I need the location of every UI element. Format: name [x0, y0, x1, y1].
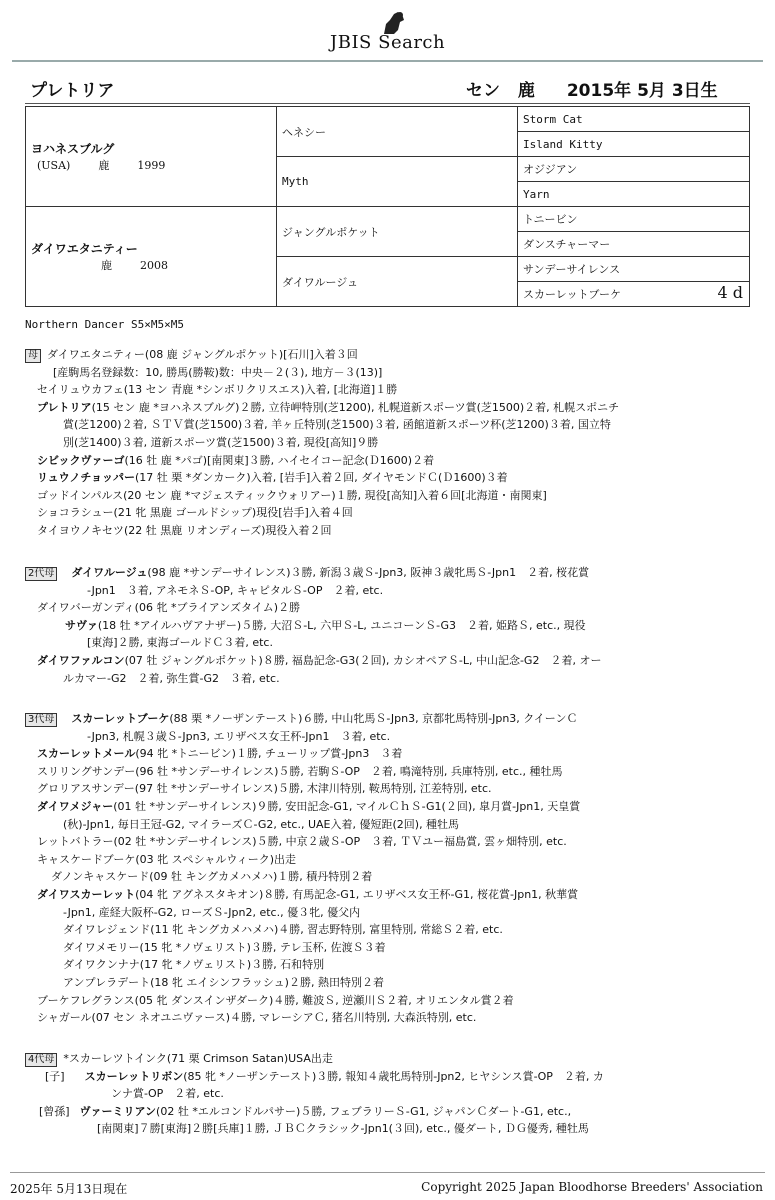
- horse-color: 鹿: [517, 81, 535, 101]
- footer-date: 2025年 5月13日現在: [10, 1182, 128, 1196]
- pedigree-ancestor[interactable]: Island Kitty: [518, 132, 750, 157]
- horse-link[interactable]: スカーレットリボン: [84, 1069, 184, 1083]
- second-dam-section: 2代母 ダイワルージュ(98 鹿 *サンデーサイレンス)３勝, 新潟３歳Ｓ-Jpn3, 阪神３歳牝馬Ｓ-Jpn1 ２着, 桜花賞 -Jpn1 ３着, アネモネＳ-OP, キャピタルＳ-OP ２着, etc. ダイワバーガンディ(06 牝 *ブライアンズタイム)２勝 サヴァ(18 牡 *アイルハヴアナザー)５勝, 大沼Ｓ-L, 六甲Ｓ-L, ユニコーンＳ-G3 ２着, 姫路Ｓ, etc., 現役 [東海]２勝, 東海ゴールドＣ３着, etc. ダイワファルコン(07 牡 ジャングルポケット)８勝, 福島記念-G3(２回), カシオペアＳ-L, 中山記念-G2 ２着, オー ルカマー-G2 ２着, 弥生賞-G2 ３着, etc.: [25, 564, 755, 687]
- horse-link[interactable]: シビックヴァーゴ: [37, 453, 125, 467]
- pedigree-ancestor[interactable]: Yarn: [518, 182, 750, 207]
- title-divider: [25, 103, 750, 104]
- pedigree-ancestor[interactable]: ダンスチャーマー: [518, 232, 750, 257]
- third-dam-section: 3代母 スカーレットブーケ(88 栗 *ノーザンテースト)６勝, 中山牝馬Ｓ-Jpn3, 京都牝馬特別-Jpn3, クイーンＣ -Jpn3, 札幌３歳Ｓ-Jpn3, エリザベス女王杯-Jpn1 ３着, etc. スカーレットメール(94 牝 *トニービン)１勝, チューリップ賞-Jpn3 ３着 スリリングサンデー(96 牡 *サンデーサイレンス)５勝, 若駒Ｓ-OP ２着, 鳴滝特別, 兵庫特別, etc., 種牡馬 グロリアスサンデー(97 牡 *サンデーサイレンス)５勝, 木津川特別, 鞍馬特別, 江差特別, etc. ダイワメジャー(01 牡 *サンデーサイレンス)９勝, 安田記念-G1, マイルＣｈＳ-G1(２回), 皐月賞-Jpn1, 天皇賞 (秋)-Jpn1, 毎日王冠-G2, マイラーズＣ-G2, etc., UAE入着, 優短距(2回), 種牡馬 レットバトラー(02 牡 *サンデーサイレンス)５勝, 中京２歳Ｓ-OP ３着, ＴＶユー福島賞, 雲ヶ畑特別, etc. キャスケードブーケ(03 牝 スペシャルウィーク)出走 ダノンキャスケード(09 牡 キングカメハメハ)１勝, 積丹特別２着 ダイワスカーレット(04 牝 アグネスタキオン)８勝, 有馬記念-G1, エリザベス女王杯-G1, 桜花賞-Jpn1, 秋華賞 -Jpn1, 産経大阪杯-G2, ローズＳ-Jpn2, etc., 優３牝, 優父内 ダイワレジェンド(11 牝 キングカメハメハ)４勝, 習志野特別, 富里特別, 常総Ｓ２着, etc. ダイワメモリー(15 牝 *ノヴェリスト)３勝, テレ玉杯, 佐渡Ｓ３着 ダイワクンナナ(17 牝 *ノヴェリスト)３勝, 石和特別 アンプレラデート(18 牝 エイシンフラッシュ)２勝, 熱田特別２着 ブーケフレグランス(05 牝 ダンスインザダーク)４勝, 難波Ｓ, 逆瀬川Ｓ２着, オリエンタル賞２着 シャガール(07 セン ネオユニヴァース)４勝, マレーシアＣ, 猪名川特別, 大森浜特別, etc.: [25, 710, 755, 1027]
- pedigree-table: [25, 106, 750, 307]
- horse-name: プレトリア: [30, 81, 115, 101]
- header-divider: [12, 60, 763, 62]
- tag-third-dam: 3代母: [25, 713, 57, 727]
- sire-cell[interactable]: [26, 107, 277, 207]
- inbreeding-note: Northern Dancer S5×M5×M5: [25, 318, 184, 331]
- dam-dam-cell[interactable]: ダイワルージュ: [277, 257, 518, 307]
- logo-text: JBIS Search: [330, 32, 446, 53]
- sire-details: (USA) 鹿 1999: [37, 159, 166, 172]
- horse-title: [30, 76, 745, 102]
- jbis-logo[interactable]: [330, 8, 460, 56]
- horse-sex: セン: [466, 81, 500, 101]
- horse-link[interactable]: サヴァ: [65, 618, 98, 632]
- horse-link[interactable]: スカーレットブーケ: [71, 712, 170, 725]
- horse-link[interactable]: スカーレットメール: [37, 747, 136, 761]
- tag-second-dam: 2代母: [25, 567, 57, 581]
- tag-fourth-dam: 4代母: [25, 1053, 57, 1067]
- horse-link[interactable]: ダイワルージュ: [71, 566, 148, 579]
- sire-sire-cell[interactable]: ヘネシー: [277, 107, 518, 157]
- horse-link[interactable]: プレトリア: [37, 400, 92, 414]
- family-number: 4 d: [717, 283, 743, 302]
- horse-birth: 2015年 5月 3日生: [566, 81, 718, 101]
- dam-section: 母 ダイワエタニティー(08 鹿 ジャングルポケット)[石川]入着３回 [産駒馬名登録数：10, 勝馬(勝鞍)数：中央－２(３), 地方－３(13)] セイリュウカフェ(13 セン 青鹿 *シンボリクリスエス)入着, [北海道]１勝 プレトリア(15 セン 鹿 *ヨハネスブルグ)２勝, 立待岬特別(芝1200), 札幌道新スポーツ賞(芝1500)２着, 札幌スポニチ 賞(芝1200)２着, ＳＴＶ賞(芝1500)３着, 羊ヶ丘特別(芝1500)３着, 函館道新スポーツ杯(芝1200)３着, 国立特 別(芝1400)３着, 道新スポーツ賞(芝1500)３着, 現役[高知]９勝 シビックヴァーゴ(16 牡 鹿 *パゴ)[南関東]３勝, ハイセイコー記念(Ｄ1600)２着 リュウノチョッパー(17 牡 栗 *ダンカーク)入着, [岩手]入着２回, ダイヤモンドＣ(Ｄ1600)３着 ゴッドインパルス(20 セン 鹿 *マジェスティックウォリアー)１勝, 現役[高知]入着６回[北海道・南関東] ショコラシュー(21 牝 黒鹿 ゴールドシップ)現役[岩手]入着４回 タイヨウノキセツ(22 牡 黒鹿 リオンディーズ)現役入着２回: [25, 346, 755, 540]
- horse-link[interactable]: ダイワメジャー: [37, 799, 114, 813]
- dam-sire-cell[interactable]: ジャングルポケット: [277, 207, 518, 257]
- pedigree-ancestor[interactable]: サンデーサイレンス: [518, 257, 750, 282]
- horse-link[interactable]: ヴァーミリアン: [79, 1104, 157, 1118]
- footer-copyright: Copyright 2025 Japan Bloodhorse Breeders' Association: [421, 1180, 763, 1194]
- pedigree-ancestor[interactable]: Storm Cat: [518, 107, 750, 132]
- horse-info: [466, 76, 730, 101]
- pedigree-ancestor[interactable]: トニービン: [518, 207, 750, 232]
- pedigree-ancestor-last[interactable]: スカーレットブーケ 4 d: [518, 282, 750, 307]
- dam-name[interactable]: ダイワエタニティー: [31, 242, 138, 256]
- pedigree-ancestor[interactable]: オジジアン: [518, 157, 750, 182]
- dam-details: 鹿 2008: [101, 259, 168, 272]
- sire-name[interactable]: ヨハネスブルグ: [31, 142, 115, 156]
- dam-cell[interactable]: [26, 207, 277, 307]
- horse-link[interactable]: ダイワファルコン: [37, 653, 125, 667]
- horse-link[interactable]: リュウノチョッパー: [37, 471, 136, 485]
- fourth-dam-section: 4代母 *スカーレツトインク(71 栗 Crimson Satan)USA出走 [子] スカーレットリボン(85 牝 *ノーザンテースト)３勝, 報知４歳牝馬特別-Jpn2, ヒヤシンス賞-OP ２着, カ ンナ賞-OP ２着, etc. [曾孫] ヴァーミリアン(02 牡 *エルコンドルパサー)５勝, フェブラリーＳ-G1, ジャパンＣダート-G1, etc., [南関東]７勝[東海]２勝[兵庫]１勝, ＪＢＣクラシック-Jpn1(３回), etc., 優ダート, ＤＧ優秀, 種牡馬: [25, 1050, 755, 1138]
- sire-dam-cell[interactable]: Myth: [277, 157, 518, 207]
- horse-link[interactable]: ダイワスカーレット: [37, 887, 136, 901]
- tag-dam: 母: [25, 349, 41, 363]
- footer-divider: [10, 1172, 765, 1173]
